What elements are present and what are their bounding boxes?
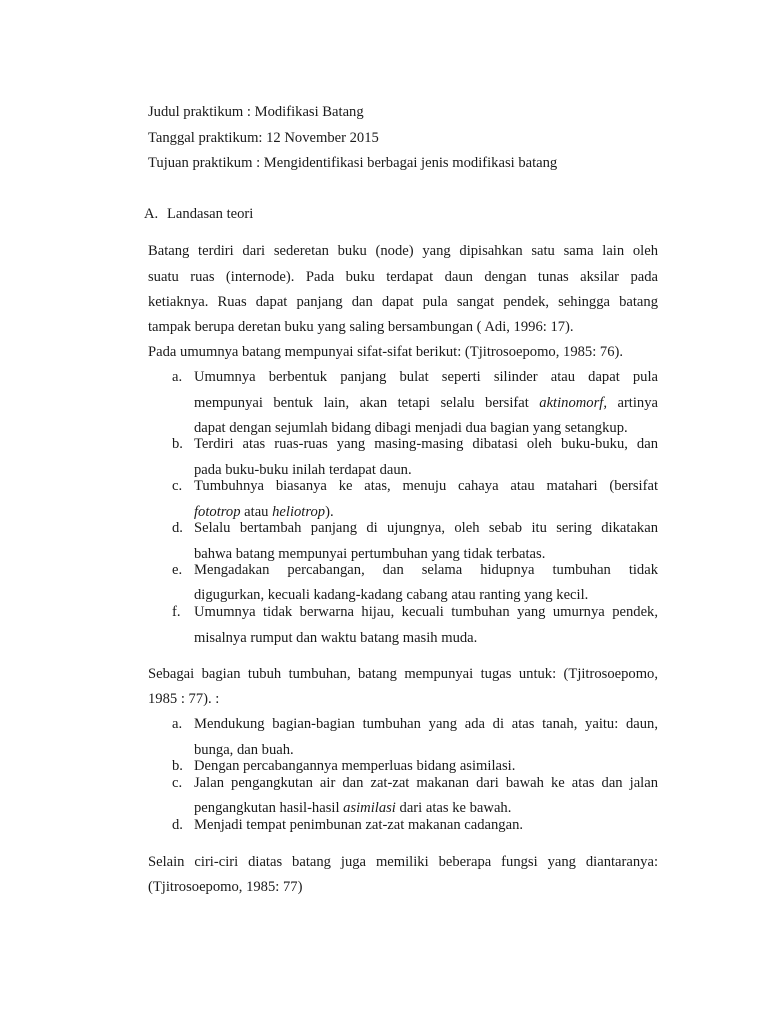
trait-a-line2: mempunyai bentuk lain, akan tetapi selalu bersifat aktinomorf, artinya	[194, 395, 658, 411]
trait-f-line2: misalnya rumput dan waktu batang masih muda.	[194, 630, 478, 646]
trait-f-line1: Umumnya tidak berwarna hijau, kecuali tumbuhan yang umurnya pendek,	[194, 604, 658, 620]
trait-c-marker: c.	[172, 478, 183, 494]
task-d-marker: d.	[172, 817, 183, 833]
task-b-line1: Dengan percabangannya memperluas bidang asimilasi.	[194, 758, 516, 774]
trait-e-line1: Mengadakan percabangan, dan selama hidupnya tumbuhan tidak	[194, 562, 658, 578]
para3-line1: Sebagai bagian tubuh tumbuhan, batang mempunyai tugas untuk: (Tjitrosoepomo,	[148, 666, 658, 682]
practicum-goal: Tujuan praktikum : Mengidentifikasi berbagai jenis modifikasi batang	[148, 155, 558, 171]
task-a-line1: Mendukung bagian-bagian tumbuhan yang ada di atas tanah, yaitu: daun,	[194, 716, 658, 732]
para1-line4: tampak berupa deretan buku yang saling bersambungan ( Adi, 1996: 17).	[148, 319, 574, 335]
trait-f-marker: f.	[172, 604, 181, 620]
trait-d-line1: Selalu bertambah panjang di ujungnya, oleh sebab itu sering dikatakan	[194, 520, 658, 536]
task-c-line1: Jalan pengangkutan air dan zat-zat makanan dari bawah ke atas dan jalan	[194, 775, 658, 791]
trait-b-marker: b.	[172, 436, 183, 452]
para1-line1: Batang terdiri dari sederetan buku (node) yang dipisahkan satu sama lain oleh	[148, 243, 658, 259]
practicum-date: Tanggal praktikum: 12 November 2015	[148, 130, 379, 146]
trait-c-line2: fototrop atau heliotrop).	[194, 504, 334, 520]
term-asimilasi: asimilasi	[343, 800, 396, 816]
task-d-line1: Menjadi tempat penimbunan zat-zat makanan cadangan.	[194, 817, 524, 833]
term-fototrop: fototrop	[194, 504, 241, 520]
trait-a-line3: dapat dengan sejumlah bidang dibagi menjadi dua bagian yang setangkup.	[194, 420, 628, 436]
trait-e-marker: e.	[172, 562, 183, 578]
trait-b-line1: Terdiri atas ruas-ruas yang masing-masing dibatasi oleh buku-buku, dan	[194, 436, 658, 452]
trait-a-line1: Umumnya berbentuk panjang bulat seperti silinder atau dapat pula	[194, 369, 658, 385]
task-c-line2: pengangkutan hasil-hasil asimilasi dari atas ke bawah.	[194, 800, 512, 816]
task-b-marker: b.	[172, 758, 183, 774]
practicum-title: Judul praktikum : Modifikasi Batang	[148, 104, 364, 120]
trait-b-line2: pada buku-buku inilah terdapat daun.	[194, 462, 412, 478]
term-aktinomorf: aktinomorf,	[539, 395, 607, 411]
para2: Pada umumnya batang mempunyai sifat-sifat berikut: (Tjitrosoepomo, 1985: 76).	[148, 344, 624, 360]
para1-line2: suatu ruas (internode). Pada buku terdapat daun dengan tunas aksilar pada	[148, 269, 658, 285]
trait-d-line2: bahwa batang mempunyai pertumbuhan yang tidak terbatas.	[194, 546, 546, 562]
para1-line3: ketiaknya. Ruas dapat panjang dan dapat pula sangat pendek, sehingga batang	[148, 294, 658, 310]
para3-line2: 1985 : 77). :	[148, 691, 220, 707]
task-c-marker: c.	[172, 775, 183, 791]
para4-line2: (Tjitrosoepomo, 1985: 77)	[148, 879, 303, 895]
section-a-marker: A.	[144, 206, 159, 222]
section-a-heading: Landasan teori	[167, 206, 254, 222]
trait-c-line1: Tumbuhnya biasanya ke atas, menuju cahaya atau matahari (bersifat	[194, 478, 658, 494]
trait-d-marker: d.	[172, 520, 183, 536]
trait-a-marker: a.	[172, 369, 183, 385]
task-a-marker: a.	[172, 716, 183, 732]
para4-line1: Selain ciri-ciri diatas batang juga memiliki beberapa fungsi yang diantaranya:	[148, 854, 658, 870]
term-heliotrop: heliotrop	[272, 504, 326, 520]
trait-e-line2: digugurkan, kecuali kadang-kadang cabang atau ranting yang kecil.	[194, 587, 589, 603]
task-a-line2: bunga, dan buah.	[194, 742, 294, 758]
